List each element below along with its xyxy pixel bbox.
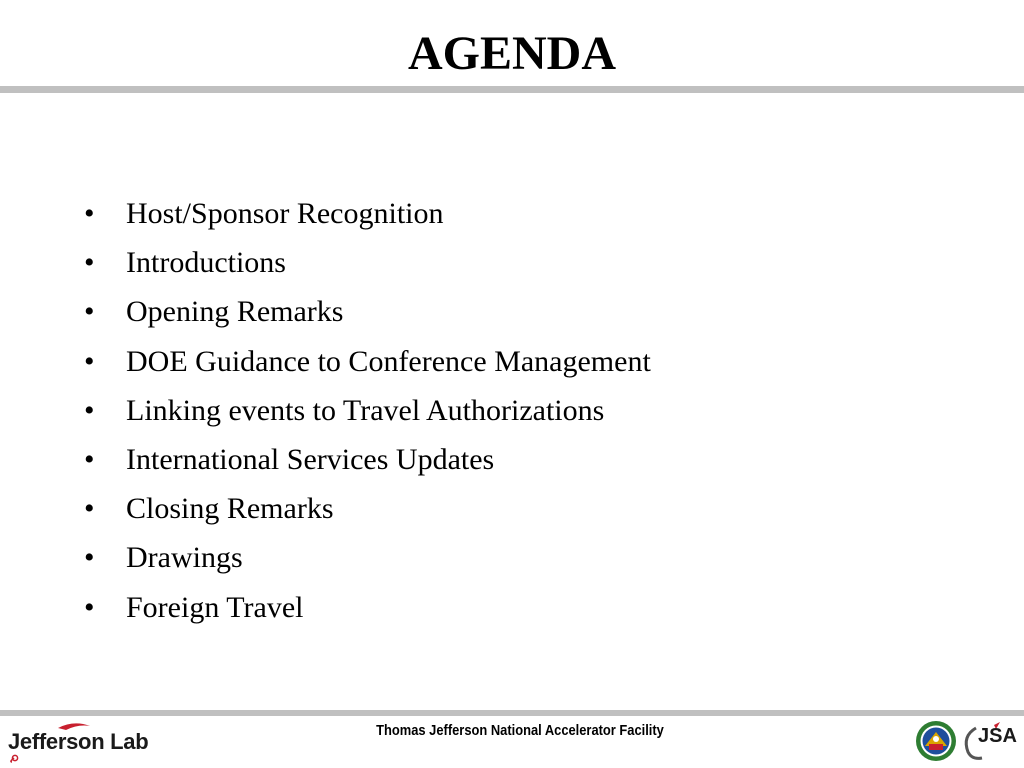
agenda-item [84, 386, 651, 435]
agenda-item [84, 533, 651, 582]
agenda-item [84, 435, 651, 484]
agenda-item-label: International Services Updates [126, 443, 495, 477]
doe-seal-icon [915, 720, 957, 762]
agenda-item [84, 484, 651, 533]
agenda-list [84, 189, 651, 632]
bullet-icon: • [84, 246, 95, 280]
bullet-icon: • [84, 590, 95, 624]
agenda-item [84, 337, 651, 386]
bullet-icon: • [84, 197, 95, 230]
jsa-logo [960, 722, 1022, 762]
bullet-icon: • [84, 295, 95, 329]
footer-divider [0, 710, 1024, 716]
facility-name: Thomas Jefferson National Accelerator Facility [376, 722, 664, 739]
jefferson-lab-wordmark: Jefferson Lab [8, 729, 149, 754]
agenda-item [84, 189, 651, 238]
agenda-item [84, 238, 651, 287]
agenda-item [84, 287, 651, 336]
jefferson-lab-logo [4, 722, 164, 764]
slide-title: AGENDA [407, 27, 616, 80]
agenda-item-label: Drawings [126, 541, 243, 575]
agenda-item-label: Introductions [126, 246, 286, 280]
bullet-icon: • [84, 344, 95, 378]
bullet-icon: • [84, 393, 95, 427]
agenda-item-label: Host/Sponsor Recognition [126, 197, 444, 230]
agenda-item-label: Closing Remarks [126, 492, 334, 526]
agenda-item [84, 583, 651, 632]
bullet-icon: • [84, 541, 95, 575]
bullet-icon: • [84, 492, 95, 526]
agenda-item-label: Opening Remarks [126, 295, 344, 329]
title-divider [0, 86, 1024, 93]
bullet-icon: • [84, 443, 95, 477]
jsa-wordmark: JSA [978, 725, 1017, 747]
agenda-item-label: Foreign Travel [126, 590, 304, 624]
agenda-item-label: Linking events to Travel Authorizations [126, 393, 605, 427]
agenda-item-label: DOE Guidance to Conference Management [126, 344, 651, 378]
